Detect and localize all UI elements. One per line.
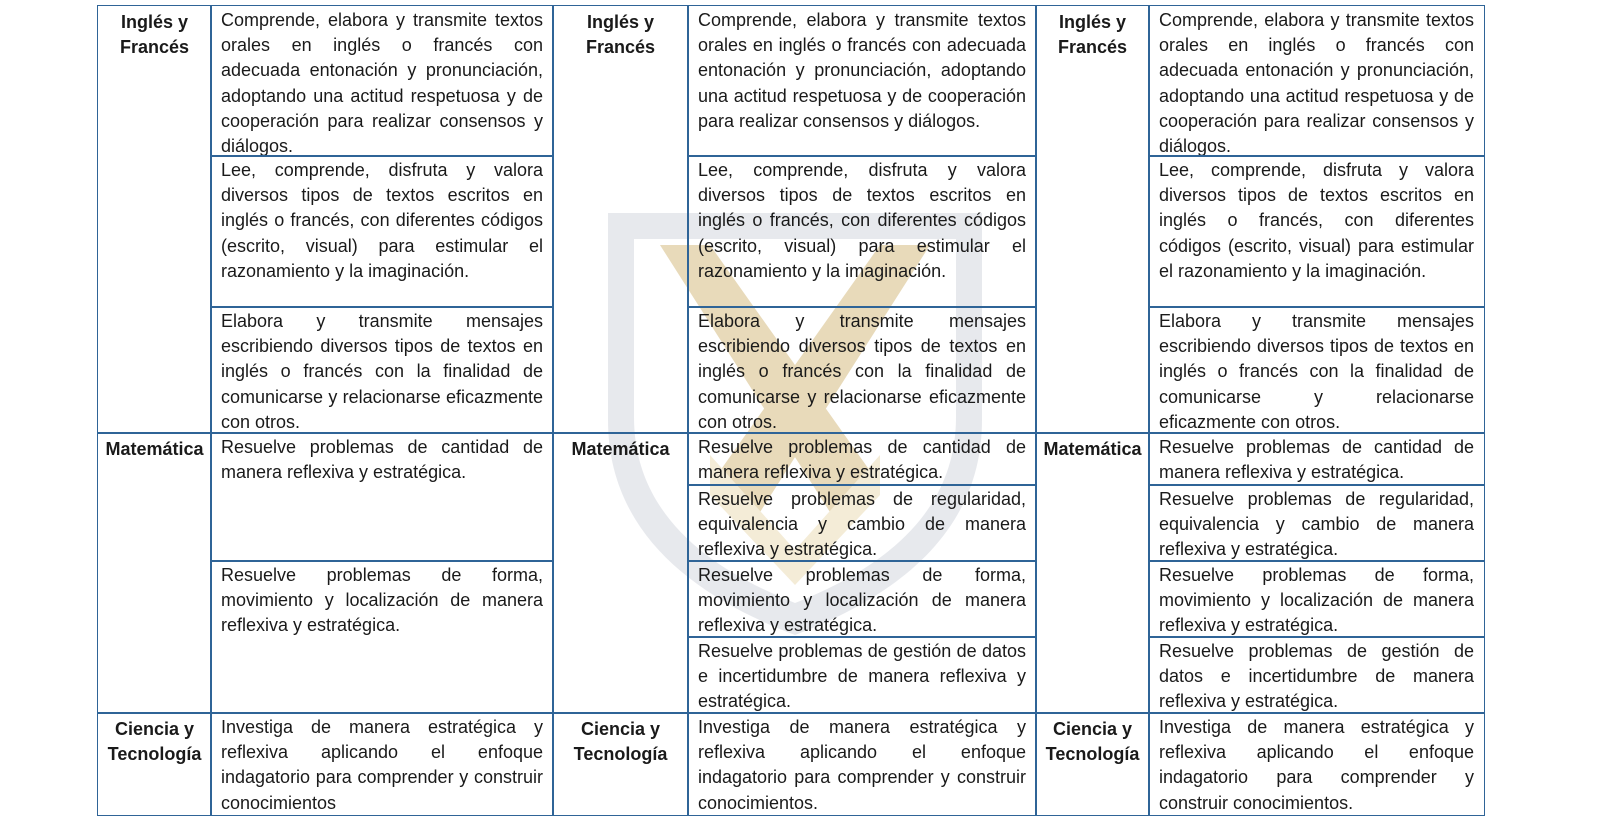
competencia-cell: Elabora y transmite mensajes escribiendo diversos tipos de textos en inglés o francés con la finalidad de comunicarse y relacionarse eficazmente con otros. (1148, 306, 1485, 434)
area-label-ciencia-tecnologia: Ciencia y Tecnología (552, 712, 689, 816)
competencia-cell: Resuelve problemas de gestión de datos e incertidumbre de manera reflexiva y estratégica. (687, 636, 1037, 714)
area-label-ciencia-tecnologia: Ciencia y Tecnología (1035, 712, 1150, 816)
area-label-ingles-frances: Inglés y Francés (1035, 5, 1150, 434)
area-label-matematica: Matemática (552, 432, 689, 714)
table-column-3 (1035, 5, 1485, 816)
competencia-cell: Comprende, elabora y transmite textos orales en inglés o francés con adecuada entonación y pronunciación, adoptando una actitud respetuosa y de cooperación para realizar consensos y diálogos. (687, 5, 1037, 157)
competencia-cell: Resuelve problemas de forma, movimiento y localización de manera reflexiva y estratégica. (1148, 560, 1485, 638)
competencia-cell: Resuelve problemas de cantidad de manera reflexiva y estratégica. (1148, 432, 1485, 486)
competencia-cell: Investiga de manera estratégica y reflexiva aplicando el enfoque indagatorio para comprender y construir conocimientos. (1148, 712, 1485, 816)
area-label-ciencia-tecnologia: Ciencia y Tecnología (97, 712, 212, 816)
competencia-cell: Comprende, elabora y transmite textos orales en inglés o francés con adecuada entonación y pronunciación, adoptando una actitud respetuosa y de cooperación para realizar consensos y diálogos. (1148, 5, 1485, 157)
competencia-cell: Lee, comprende, disfruta y valora diversos tipos de textos escritos en inglés o francés, con diferentes códigos (escrito, visual) para estimular el razonamiento y la imaginación. (687, 155, 1037, 308)
competencia-cell: Investiga de manera estratégica y reflexiva aplicando el enfoque indagatorio para comprender y construir conocimientos. (687, 712, 1037, 816)
area-label-ingles-frances: Inglés y Francés (97, 5, 212, 434)
competencia-cell: Resuelve problemas de forma, movimiento y localización de manera reflexiva y estratégica. (687, 560, 1037, 638)
table-column-1 (97, 5, 554, 816)
competencia-cell: Resuelve problemas de forma, movimiento y localización de manera reflexiva y estratégica. (210, 560, 554, 714)
competencia-cell: Resuelve problemas de cantidad de manera reflexiva y estratégica. (687, 432, 1037, 486)
competencia-cell: Comprende, elabora y transmite textos orales en inglés o francés con adecuada entonación y pronunciación, adoptando una actitud respetuosa y de cooperación para realizar consensos y diálogos. (210, 5, 554, 157)
area-label-matematica: Matemática (1035, 432, 1150, 714)
competencia-cell: Elabora y transmite mensajes escribiendo diversos tipos de textos en inglés o francés con la finalidad de comunicarse y relacionarse eficazmente con otros. (210, 306, 554, 434)
area-label-ingles-frances: Inglés y Francés (552, 5, 689, 434)
competencia-cell: Resuelve problemas de regularidad, equivalencia y cambio de manera reflexiva y estratégica. (687, 484, 1037, 562)
competencia-cell: Resuelve problemas de cantidad de manera reflexiva y estratégica. (210, 432, 554, 562)
competencia-cell: Investiga de manera estratégica y reflexiva aplicando el enfoque indagatorio para comprender y construir conocimientos (210, 712, 554, 816)
competencia-cell: Resuelve problemas de gestión de datos e incertidumbre de manera reflexiva y estratégica. (1148, 636, 1485, 714)
table-column-2 (552, 5, 1037, 816)
competencia-cell: Lee, comprende, disfruta y valora diversos tipos de textos escritos en inglés o francés, con diferentes códigos (escrito, visual) para estimular el razonamiento y la imaginación. (1148, 155, 1485, 308)
competencia-cell: Lee, comprende, disfruta y valora diversos tipos de textos escritos en inglés o francés, con diferentes códigos (escrito, visual) para estimular el razonamiento y la imaginación. (210, 155, 554, 308)
competencia-cell: Elabora y transmite mensajes escribiendo diversos tipos de textos en inglés o francés con la finalidad de comunicarse y relacionarse eficazmente con otros. (687, 306, 1037, 434)
competencia-cell: Resuelve problemas de regularidad, equivalencia y cambio de manera reflexiva y estratégica. (1148, 484, 1485, 562)
area-label-matematica: Matemática (97, 432, 212, 714)
